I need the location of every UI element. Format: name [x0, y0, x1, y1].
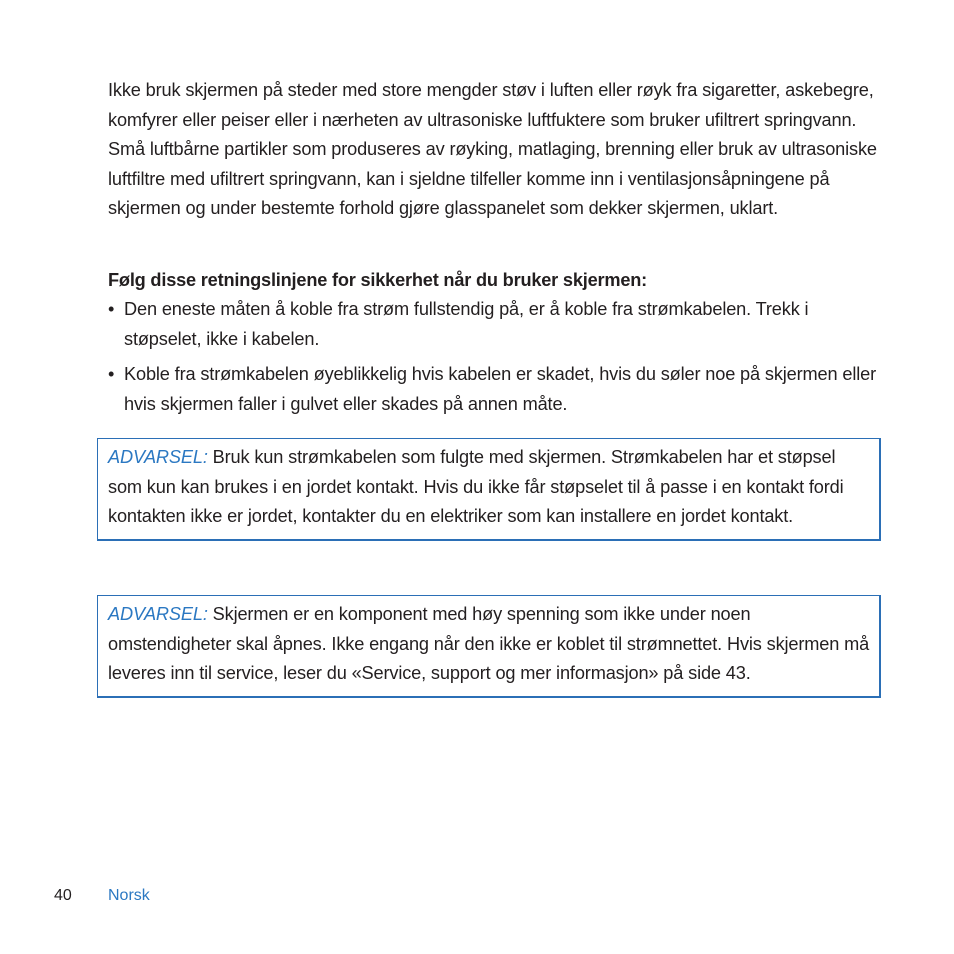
- list-item: [108, 360, 878, 419]
- bullet-icon: •: [108, 299, 115, 319]
- list-item-text: Den eneste måten å koble fra strøm fullstendig på, er å koble fra strømkabelen. Trekk i støpselet, ikke i kabelen.: [124, 299, 809, 349]
- page-number: 40: [54, 887, 72, 904]
- footer-language: Norsk: [108, 887, 150, 904]
- guidelines-list: [108, 295, 878, 425]
- list-item: [108, 295, 878, 354]
- warning-label: ADVARSEL:: [108, 447, 208, 467]
- warning-text: Skjermen er en komponent med høy spenning som ikke under noen omstendigheter skal åpnes. Ikke engang når den ikke er koblet til strømnettet. Hvis skjermen må leveres inn til service, leser du «Service, support og mer informasjon» på side 43.: [108, 604, 870, 684]
- warning-label: ADVARSEL:: [108, 604, 208, 624]
- guidelines-heading: Følg disse retningslinjene for sikkerhet når du bruker skjermen:: [108, 270, 648, 290]
- intro-paragraph: Ikke bruk skjermen på steder med store mengder støv i luften eller røyk fra sigaretter, askebegre, komfyrer eller peiser eller i nærheten av ultrasoniske luftfuktere som bruker ufiltrert springvann. Små luftbårne partikler som produseres av røyking, matlaging, brenning eller bruk av ultrasoniske luftfiltre med ufiltrert springvann, kan i sjeldne tilfeller komme inn i ventilasjonsåpningene på skjermen og under bestemte forhold gjøre glasspanelet som dekker skjermen, uklart.: [108, 80, 877, 219]
- warning-box-high-voltage: [97, 595, 881, 698]
- warning-box-power-cable: [97, 438, 881, 541]
- list-item-text: Koble fra strømkabelen øyeblikkelig hvis kabelen er skadet, hvis du søler noe på skjermen eller hvis skjermen faller i gulvet eller skades på annen måte.: [124, 364, 876, 414]
- warning-text: Bruk kun strømkabelen som fulgte med skjermen. Strømkabelen har et støpsel som kun kan brukes i en jordet kontakt. Hvis du ikke får støpselet til å passe i en kontakt fordi kontakten ikke er jordet, kontakter du en elektriker som kan installere en jordet kontakt.: [108, 447, 844, 527]
- bullet-icon: •: [108, 364, 115, 385]
